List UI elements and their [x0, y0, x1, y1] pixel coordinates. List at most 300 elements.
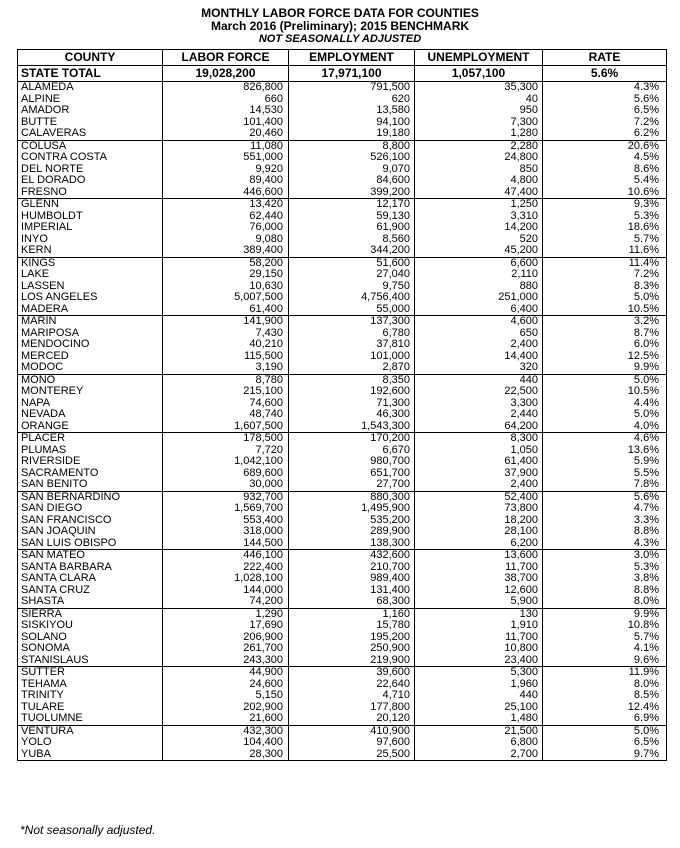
labor-force-value: 20,460 — [163, 128, 289, 140]
rate-value: 8.8% — [543, 526, 667, 538]
table-row — [18, 234, 667, 246]
county-name: RIVERSIDE — [18, 456, 163, 468]
labor-force-value: 101,400 — [163, 117, 289, 129]
employment-value: 1,160 — [289, 608, 415, 620]
table-row — [18, 421, 667, 433]
employment-value: 39,600 — [289, 667, 415, 679]
county-name: TRINITY — [18, 690, 163, 702]
rate-value: 11.6% — [543, 245, 667, 257]
labor-force-value: 932,700 — [163, 491, 289, 503]
county-name: MARIN — [18, 316, 163, 328]
table-row — [18, 351, 667, 363]
labor-force-value: 10,630 — [163, 281, 289, 293]
employment-value: 620 — [289, 94, 415, 106]
table-row — [18, 596, 667, 608]
unemployment-value: 440 — [415, 690, 543, 702]
state-total-unemployment: 1,057,100 — [415, 66, 543, 82]
county-name: TULARE — [18, 702, 163, 714]
table-row — [18, 374, 667, 386]
unemployment-value: 950 — [415, 105, 543, 117]
employment-value: 15,780 — [289, 620, 415, 632]
state-total-labor-force: 19,028,200 — [163, 66, 289, 82]
table-row — [18, 491, 667, 503]
unemployment-value: 1,280 — [415, 128, 543, 140]
table-row — [18, 187, 667, 199]
rate-value: 9.9% — [543, 362, 667, 374]
labor-force-value: 9,080 — [163, 234, 289, 246]
table-row — [18, 690, 667, 702]
rate-value: 10.8% — [543, 620, 667, 632]
unemployment-value: 1,960 — [415, 679, 543, 691]
unemployment-value: 5,900 — [415, 596, 543, 608]
county-name: KINGS — [18, 257, 163, 269]
table-row — [18, 339, 667, 351]
table-row — [18, 82, 667, 94]
employment-value: 27,040 — [289, 269, 415, 281]
header-labor-force: LABOR FORCE — [163, 50, 289, 66]
unemployment-value: 6,600 — [415, 257, 543, 269]
table-row — [18, 702, 667, 714]
rate-value: 3.3% — [543, 515, 667, 527]
rate-value: 5.0% — [543, 374, 667, 386]
employment-value: 880,300 — [289, 491, 415, 503]
unemployment-value: 24,800 — [415, 152, 543, 164]
rate-value: 8.5% — [543, 690, 667, 702]
unemployment-value: 520 — [415, 234, 543, 246]
rate-value: 8.8% — [543, 585, 667, 597]
rate-value: 4.4% — [543, 398, 667, 410]
table-row — [18, 550, 667, 562]
employment-value: 71,300 — [289, 398, 415, 410]
employment-value: 526,100 — [289, 152, 415, 164]
county-name: COLUSA — [18, 140, 163, 152]
rate-value: 11.4% — [543, 257, 667, 269]
table-row — [18, 445, 667, 457]
employment-value: 2,870 — [289, 362, 415, 374]
unemployment-value: 1,250 — [415, 199, 543, 211]
rate-value: 5.3% — [543, 562, 667, 574]
employment-value: 399,200 — [289, 187, 415, 199]
unemployment-value: 37,900 — [415, 468, 543, 480]
unemployment-value: 880 — [415, 281, 543, 293]
rate-value: 8.3% — [543, 281, 667, 293]
rate-value: 8.0% — [543, 596, 667, 608]
employment-value: 6,670 — [289, 445, 415, 457]
rate-value: 5.0% — [543, 725, 667, 737]
unemployment-value: 13,600 — [415, 550, 543, 562]
labor-force-value: 14,530 — [163, 105, 289, 117]
unemployment-value: 10,800 — [415, 643, 543, 655]
county-name: EL DORADO — [18, 175, 163, 187]
county-group — [18, 667, 667, 726]
rate-value: 5.6% — [543, 491, 667, 503]
table-row — [18, 222, 667, 234]
county-name: MODOC — [18, 362, 163, 374]
labor-force-value: 58,200 — [163, 257, 289, 269]
rate-value: 9.7% — [543, 749, 667, 761]
labor-force-value: 5,007,500 — [163, 292, 289, 304]
table-row — [18, 585, 667, 597]
county-group — [18, 433, 667, 492]
county-name: KERN — [18, 245, 163, 257]
county-name: IMPERIAL — [18, 222, 163, 234]
rate-value: 5.7% — [543, 234, 667, 246]
employment-value: 97,600 — [289, 737, 415, 749]
rate-value: 12.4% — [543, 702, 667, 714]
county-group — [18, 550, 667, 609]
labor-force-value: 389,400 — [163, 245, 289, 257]
rate-value: 4.5% — [543, 152, 667, 164]
labor-force-value: 1,569,700 — [163, 503, 289, 515]
employment-value: 131,400 — [289, 585, 415, 597]
unemployment-value: 6,800 — [415, 737, 543, 749]
table-row — [18, 538, 667, 550]
table-row — [18, 667, 667, 679]
rate-value: 5.6% — [543, 94, 667, 106]
table-row — [18, 164, 667, 176]
employment-value: 344,200 — [289, 245, 415, 257]
labor-force-value: 215,100 — [163, 386, 289, 398]
county-group — [18, 725, 667, 761]
labor-force-value: 202,900 — [163, 702, 289, 714]
county-name: SAN DIEGO — [18, 503, 163, 515]
employment-value: 8,350 — [289, 374, 415, 386]
rate-value: 4.3% — [543, 538, 667, 550]
labor-force-value: 141,900 — [163, 316, 289, 328]
county-name: LOS ANGELES — [18, 292, 163, 304]
unemployment-value: 130 — [415, 608, 543, 620]
rate-value: 6.2% — [543, 128, 667, 140]
table-row — [18, 608, 667, 620]
state-total-rate: 5.6% — [543, 66, 667, 82]
employment-value: 22,640 — [289, 679, 415, 691]
table-row — [18, 152, 667, 164]
table-row — [18, 362, 667, 374]
table-row — [18, 105, 667, 117]
rate-value: 4.6% — [543, 433, 667, 445]
labor-force-value: 13,420 — [163, 199, 289, 211]
labor-force-value: 206,900 — [163, 632, 289, 644]
table-row — [18, 245, 667, 257]
table-row — [18, 199, 667, 211]
labor-force-value: 222,400 — [163, 562, 289, 574]
unemployment-value: 850 — [415, 164, 543, 176]
employment-value: 137,300 — [289, 316, 415, 328]
county-name: CALAVERAS — [18, 128, 163, 140]
rate-value: 18.6% — [543, 222, 667, 234]
labor-force-value: 446,100 — [163, 550, 289, 562]
labor-force-value: 5,150 — [163, 690, 289, 702]
rate-value: 7.2% — [543, 269, 667, 281]
table-row — [18, 117, 667, 129]
county-name: AMADOR — [18, 105, 163, 117]
report-title: MONTHLY LABOR FORCE DATA FOR COUNTIES — [201, 6, 479, 20]
unemployment-value: 320 — [415, 362, 543, 374]
county-name: SOLANO — [18, 632, 163, 644]
employment-value: 13,580 — [289, 105, 415, 117]
employment-value: 219,900 — [289, 655, 415, 667]
unemployment-value: 2,440 — [415, 409, 543, 421]
employment-value: 51,600 — [289, 257, 415, 269]
employment-value: 59,130 — [289, 211, 415, 223]
labor-force-value: 29,150 — [163, 269, 289, 281]
county-name: BUTTE — [18, 117, 163, 129]
table-row — [18, 211, 667, 223]
rate-value: 9.6% — [543, 655, 667, 667]
county-name: FRESNO — [18, 187, 163, 199]
unemployment-value: 2,110 — [415, 269, 543, 281]
labor-force-value: 261,700 — [163, 643, 289, 655]
rate-value: 8.7% — [543, 328, 667, 340]
unemployment-value: 4,600 — [415, 316, 543, 328]
table-row — [18, 479, 667, 491]
county-group — [18, 491, 667, 550]
county-name: YUBA — [18, 749, 163, 761]
county-group — [18, 140, 667, 199]
rate-value: 5.7% — [543, 632, 667, 644]
labor-force-value: 48,740 — [163, 409, 289, 421]
rate-value: 3.0% — [543, 550, 667, 562]
county-name: SACRAMENTO — [18, 468, 163, 480]
labor-force-value: 30,000 — [163, 479, 289, 491]
rate-value: 4.1% — [543, 643, 667, 655]
employment-value: 6,780 — [289, 328, 415, 340]
labor-force-value: 76,000 — [163, 222, 289, 234]
labor-force-value: 8,780 — [163, 374, 289, 386]
labor-force-value: 21,600 — [163, 713, 289, 725]
unemployment-value: 14,200 — [415, 222, 543, 234]
table-row — [18, 257, 667, 269]
unemployment-value: 650 — [415, 328, 543, 340]
labor-force-value: 61,400 — [163, 304, 289, 316]
unemployment-value: 2,400 — [415, 339, 543, 351]
labor-force-value: 432,300 — [163, 725, 289, 737]
table-row — [18, 749, 667, 761]
county-name: MENDOCINO — [18, 339, 163, 351]
employment-value: 61,900 — [289, 222, 415, 234]
table-row — [18, 409, 667, 421]
labor-force-value: 553,400 — [163, 515, 289, 527]
county-name: NAPA — [18, 398, 163, 410]
county-name: HUMBOLDT — [18, 211, 163, 223]
table-row — [18, 562, 667, 574]
table-row — [18, 620, 667, 632]
table-row — [18, 140, 667, 152]
rate-value: 5.0% — [543, 292, 667, 304]
unemployment-value: 440 — [415, 374, 543, 386]
labor-force-value: 144,500 — [163, 538, 289, 550]
rate-value: 3.8% — [543, 573, 667, 585]
employment-value: 94,100 — [289, 117, 415, 129]
rate-value: 11.9% — [543, 667, 667, 679]
county-name: INYO — [18, 234, 163, 246]
labor-force-value: 40,210 — [163, 339, 289, 351]
labor-force-value: 62,440 — [163, 211, 289, 223]
labor-force-value: 1,290 — [163, 608, 289, 620]
employment-value: 9,750 — [289, 281, 415, 293]
unemployment-value: 61,400 — [415, 456, 543, 468]
unemployment-value: 2,280 — [415, 140, 543, 152]
rate-value: 10.5% — [543, 386, 667, 398]
county-name: YOLO — [18, 737, 163, 749]
unemployment-value: 2,700 — [415, 749, 543, 761]
rate-value: 6.5% — [543, 737, 667, 749]
county-name: MARIPOSA — [18, 328, 163, 340]
county-group — [18, 608, 667, 667]
employment-value: 432,600 — [289, 550, 415, 562]
rate-value: 8.6% — [543, 164, 667, 176]
table-row — [18, 269, 667, 281]
county-name: MADERA — [18, 304, 163, 316]
county-name: SONOMA — [18, 643, 163, 655]
county-name: SUTTER — [18, 667, 163, 679]
employment-value: 8,560 — [289, 234, 415, 246]
county-name: SAN MATEO — [18, 550, 163, 562]
table-header-row — [18, 50, 667, 66]
county-name: SHASTA — [18, 596, 163, 608]
employment-value: 68,300 — [289, 596, 415, 608]
employment-value: 410,900 — [289, 725, 415, 737]
unemployment-value: 23,400 — [415, 655, 543, 667]
county-name: STANISLAUS — [18, 655, 163, 667]
labor-force-value: 74,200 — [163, 596, 289, 608]
county-name: GLENN — [18, 199, 163, 211]
employment-value: 101,000 — [289, 351, 415, 363]
unemployment-value: 1,050 — [415, 445, 543, 457]
labor-force-value: 178,500 — [163, 433, 289, 445]
county-name: MONTEREY — [18, 386, 163, 398]
rate-value: 4.3% — [543, 82, 667, 94]
unemployment-value: 28,100 — [415, 526, 543, 538]
unemployment-value: 2,400 — [415, 479, 543, 491]
table-row — [18, 468, 667, 480]
labor-force-value: 104,400 — [163, 737, 289, 749]
table-row — [18, 573, 667, 585]
table-row — [18, 316, 667, 328]
county-group — [18, 257, 667, 316]
rate-value: 5.4% — [543, 175, 667, 187]
rate-value: 13.6% — [543, 445, 667, 457]
table-row — [18, 386, 667, 398]
employment-value: 4,756,400 — [289, 292, 415, 304]
labor-force-value: 144,000 — [163, 585, 289, 597]
employment-value: 9,070 — [289, 164, 415, 176]
county-name: SAN BENITO — [18, 479, 163, 491]
county-name: LAKE — [18, 269, 163, 281]
table-row — [18, 632, 667, 644]
rate-value: 12.5% — [543, 351, 667, 363]
county-name: LASSEN — [18, 281, 163, 293]
report-header — [0, 7, 680, 46]
county-name: PLUMAS — [18, 445, 163, 457]
state-total-employment: 17,971,100 — [289, 66, 415, 82]
employment-value: 250,900 — [289, 643, 415, 655]
employment-value: 195,200 — [289, 632, 415, 644]
employment-value: 4,710 — [289, 690, 415, 702]
table-row — [18, 304, 667, 316]
table-row — [18, 679, 667, 691]
employment-value: 12,170 — [289, 199, 415, 211]
employment-value: 989,400 — [289, 573, 415, 585]
employment-value: 20,120 — [289, 713, 415, 725]
county-name: SANTA BARBARA — [18, 562, 163, 574]
employment-value: 46,300 — [289, 409, 415, 421]
unemployment-value: 38,700 — [415, 573, 543, 585]
header-employment: EMPLOYMENT — [289, 50, 415, 66]
county-name: SIERRA — [18, 608, 163, 620]
county-name: SAN JOAQUIN — [18, 526, 163, 538]
labor-force-value: 446,600 — [163, 187, 289, 199]
employment-value: 192,600 — [289, 386, 415, 398]
labor-force-table — [17, 49, 667, 761]
county-name: DEL NORTE — [18, 164, 163, 176]
unemployment-value: 251,000 — [415, 292, 543, 304]
employment-value: 170,200 — [289, 433, 415, 445]
table-row — [18, 655, 667, 667]
county-name: ORANGE — [18, 421, 163, 433]
state-total-label: STATE TOTAL — [18, 66, 163, 82]
unemployment-value: 14,400 — [415, 351, 543, 363]
state-total-row — [18, 66, 667, 82]
rate-value: 5.9% — [543, 456, 667, 468]
unemployment-value: 6,200 — [415, 538, 543, 550]
employment-value: 210,700 — [289, 562, 415, 574]
labor-force-value: 689,600 — [163, 468, 289, 480]
employment-value: 8,800 — [289, 140, 415, 152]
rate-value: 7.8% — [543, 479, 667, 491]
labor-force-value: 115,500 — [163, 351, 289, 363]
table-row — [18, 433, 667, 445]
county-name: ALAMEDA — [18, 82, 163, 94]
employment-value: 55,000 — [289, 304, 415, 316]
table-row — [18, 328, 667, 340]
rate-value: 10.5% — [543, 304, 667, 316]
table-row — [18, 526, 667, 538]
unemployment-value: 64,200 — [415, 421, 543, 433]
labor-force-value: 44,900 — [163, 667, 289, 679]
county-name: VENTURA — [18, 725, 163, 737]
rate-value: 20.6% — [543, 140, 667, 152]
labor-force-value: 3,190 — [163, 362, 289, 374]
unemployment-value: 73,800 — [415, 503, 543, 515]
rate-value: 6.9% — [543, 713, 667, 725]
table-row — [18, 725, 667, 737]
labor-force-value: 28,300 — [163, 749, 289, 761]
unemployment-value: 21,500 — [415, 725, 543, 737]
unemployment-value: 3,310 — [415, 211, 543, 223]
county-name: SAN FRANCISCO — [18, 515, 163, 527]
employment-value: 289,900 — [289, 526, 415, 538]
county-name: PLACER — [18, 433, 163, 445]
rate-value: 9.9% — [543, 608, 667, 620]
unemployment-value: 7,300 — [415, 117, 543, 129]
employment-value: 177,800 — [289, 702, 415, 714]
employment-value: 37,810 — [289, 339, 415, 351]
labor-force-value: 89,400 — [163, 175, 289, 187]
report-subtitle: March 2016 (Preliminary); 2015 BENCHMARK — [210, 19, 470, 33]
labor-force-value: 74,600 — [163, 398, 289, 410]
table-row — [18, 128, 667, 140]
rate-value: 4.7% — [543, 503, 667, 515]
rate-value: 4.0% — [543, 421, 667, 433]
unemployment-value: 11,700 — [415, 632, 543, 644]
county-name: SISKIYOU — [18, 620, 163, 632]
unemployment-value: 40 — [415, 94, 543, 106]
rate-value: 6.0% — [543, 339, 667, 351]
employment-value: 980,700 — [289, 456, 415, 468]
labor-force-value: 7,430 — [163, 328, 289, 340]
county-name: ALPINE — [18, 94, 163, 106]
